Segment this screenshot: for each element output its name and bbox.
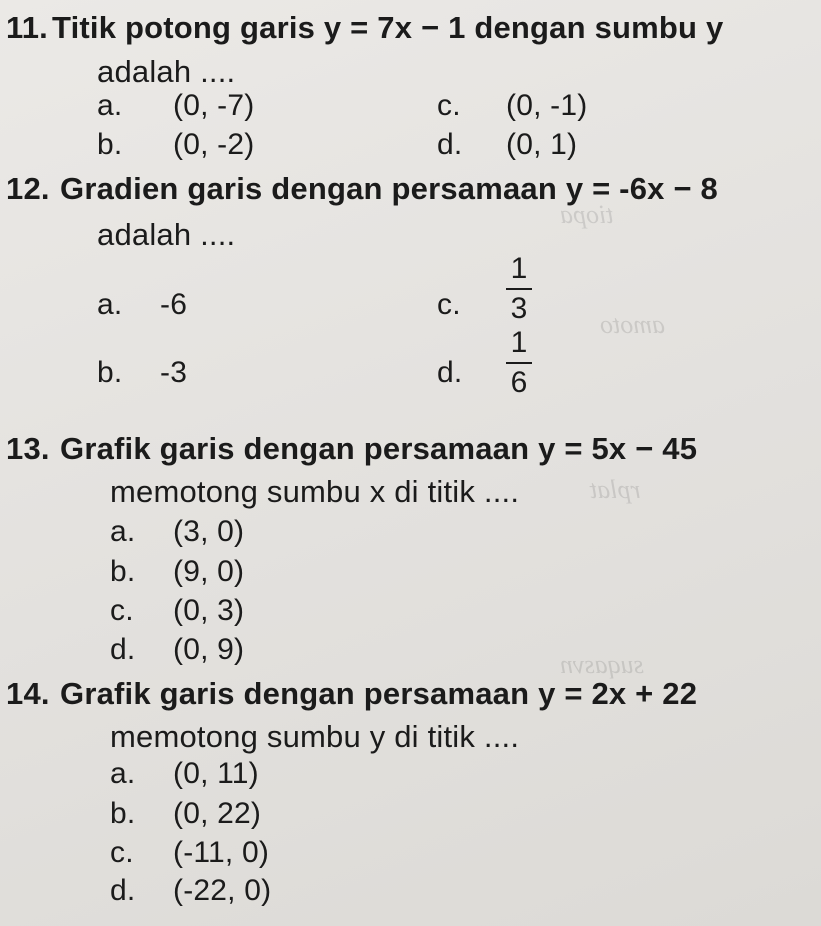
- question-13-option-a: (3, 0): [173, 515, 245, 548]
- question-14-option-b: (0, 22): [173, 797, 262, 830]
- question-13-text-continued: memotong sumbu x di titik ....: [110, 474, 520, 509]
- question-14-option-d: (-22, 0): [173, 874, 272, 907]
- paper-bleed-through: rplat: [590, 475, 641, 504]
- question-11-option-d-letter: d.: [437, 128, 463, 161]
- fraction-denominator: 6: [510, 366, 528, 399]
- question-14-option-a-letter: a.: [110, 757, 136, 790]
- question-12-option-d-letter: d.: [437, 356, 463, 389]
- fraction-numerator: 1: [510, 326, 528, 359]
- question-11-text-continued: adalah ....: [97, 54, 236, 89]
- question-13-number: 13.: [6, 431, 50, 466]
- paper-bleed-through: amoto: [600, 310, 665, 339]
- question-14-number: 14.: [6, 676, 50, 711]
- question-12-option-a: -6: [160, 288, 188, 321]
- question-12-option-d-fraction: [504, 328, 534, 398]
- question-14-text-continued: memotong sumbu y di titik ....: [110, 719, 520, 754]
- question-14-option-c-letter: c.: [110, 836, 134, 869]
- question-11-option-c: (0, -1): [506, 89, 588, 122]
- question-13-option-d-letter: d.: [110, 633, 136, 666]
- question-11-option-a-letter: a.: [97, 89, 123, 122]
- question-11-option-b-letter: b.: [97, 128, 123, 161]
- question-14-option-a: (0, 11): [173, 757, 259, 790]
- question-14-text: Grafik garis dengan persamaan y = 2x + 22: [60, 676, 698, 711]
- question-12-text: Gradien garis dengan persamaan y = -6x − 8: [60, 171, 718, 206]
- question-11-option-c-letter: c.: [437, 89, 461, 122]
- question-14-option-d-letter: d.: [110, 874, 136, 907]
- question-12-option-b: -3: [160, 356, 188, 389]
- question-13-option-b: (9, 0): [173, 555, 245, 588]
- question-12-option-c-fraction: [504, 254, 534, 324]
- question-14-option-c: (-11, 0): [173, 836, 270, 869]
- question-12-option-a-letter: a.: [97, 288, 123, 321]
- question-12-option-b-letter: b.: [97, 356, 123, 389]
- question-13-option-d: (0, 9): [173, 633, 245, 666]
- paper-bleed-through: tiopa: [560, 200, 614, 229]
- question-12-number: 12.: [6, 171, 50, 206]
- question-11-option-b: (0, -2): [173, 128, 255, 161]
- question-13-option-b-letter: b.: [110, 555, 136, 588]
- question-13-text: Grafik garis dengan persamaan y = 5x − 45: [60, 431, 698, 466]
- question-11-text: Titik potong garis y = 7x − 1 dengan sumbu y: [52, 10, 724, 45]
- question-11-option-a: (0, -7): [173, 89, 255, 122]
- fraction-bar: [506, 362, 532, 364]
- question-12-text-continued: adalah ....: [97, 217, 236, 252]
- question-13-option-c: (0, 3): [173, 594, 245, 627]
- fraction-numerator: 1: [510, 252, 528, 285]
- question-13-option-c-letter: c.: [110, 594, 134, 627]
- question-14-option-b-letter: b.: [110, 797, 136, 830]
- question-13-option-a-letter: a.: [110, 515, 136, 548]
- question-11-number: 11.: [6, 10, 48, 45]
- paper-bleed-through: suqasvn: [560, 650, 644, 679]
- question-11-option-d: (0, 1): [506, 128, 578, 161]
- fraction-denominator: 3: [510, 292, 528, 325]
- question-12-option-c-letter: c.: [437, 288, 461, 321]
- fraction-bar: [506, 288, 532, 290]
